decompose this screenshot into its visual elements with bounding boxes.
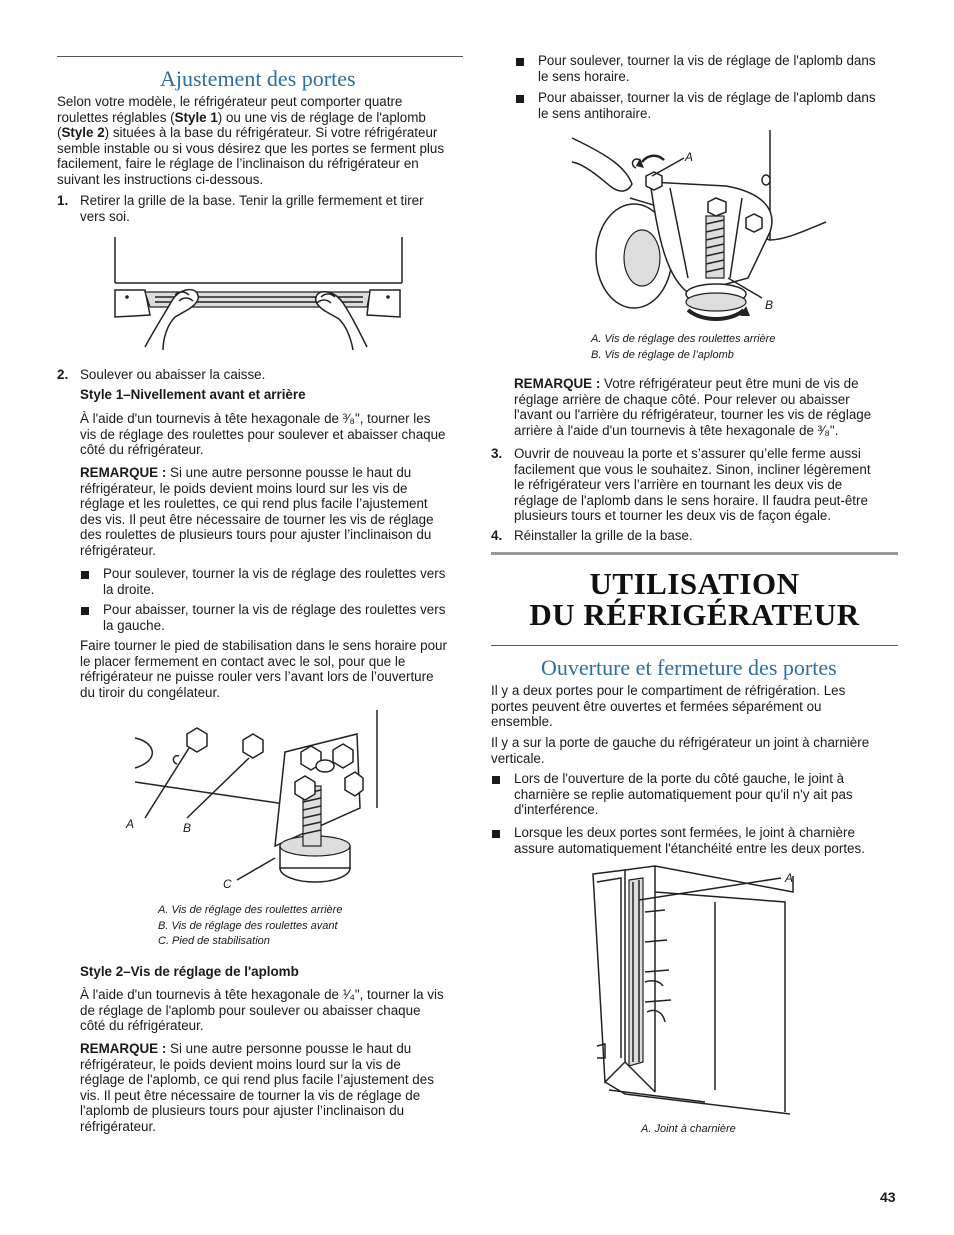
step-2-text: Soulever ou abaisser la caisse. <box>80 367 266 382</box>
bullet-marker <box>492 776 500 784</box>
style2-text: À l'aide d'un tournevis à tête hexagonale de ¹⁄₄", tourner la vis de réglage de l'aplomb pour soulever ou abaisser chaque côté du réfrigérateur. <box>80 987 444 1034</box>
section-heading-ajustement: Ajustement des portes <box>160 66 356 91</box>
fig3-caption: A. Vis de réglage des roulettes arrière B. Vis de réglage de l’aplomb <box>591 333 776 361</box>
style1-heading: Style 1–Nivellement avant et arrière <box>80 387 306 402</box>
style1-bullet-raise: Pour soulever, tourner la vis de réglage des roulettes vers la droite. <box>103 566 446 597</box>
figure-hinged-seal <box>585 862 800 1117</box>
figure-rollers-stabilizer <box>125 708 390 893</box>
style2-bullet-raise: Pour soulever, tourner la vis de réglage de l'aplomb dans le sens horaire. <box>538 53 876 84</box>
bullet-marker <box>492 830 500 838</box>
section-heading-ouverture: Ouverture et fermeture des portes <box>541 655 837 680</box>
step-1-text: Retirer la grille de la base. Tenir la grille fermement et tirer vers soi. <box>80 193 424 224</box>
step-1-number: 1. <box>57 193 69 208</box>
intro-paragraph: Selon votre modèle, le réfrigérateur peut comporter quatre roulettes réglables (Style 1) ou une vis de réglage de l'aplomb (Style 2) situées à la base du réfrigérateur. Si votre réfrigérateur semble instable ou si vous désirez que les portes se ferment plus facilement, faire le réglage de l’inclinaison du réfrigérateur en suivant les instructions ci-dessous. <box>57 94 445 187</box>
style1-note: REMARQUE : Si une autre personne pousse le haut du réfrigérateur, le poids devient moins lourd sur les vis de réglage et les roulettes, ce qui rend plus facile l’ajustement des vis. Il peut être nécessaire de tourner les vis de réglage des roulettes de plusieurs tours pour ajuster l’inclinaison du réfrigérateur. <box>80 465 434 558</box>
title-bottom-rule <box>491 645 898 646</box>
fig2-label-c: C <box>223 877 232 891</box>
step-3-number: 3. <box>491 446 503 461</box>
step-3-text: Ouvrir de nouveau la porte et s’assurer qu’elle ferme aussi facilement que vous le souhaitez. Sinon, incliner légèrement le réfrigérateur vers l’arrière en tournant les deux vis de réglage de l'aplomb dans le sens horaire. Il faudra peut-être plusieurs tours et tourner les deux vis de façon égale. <box>514 446 871 524</box>
doors-bullet-closed: Lorsque les deux portes sont fermées, le joint à charnière assure automatiquement l'étanchéité entre les deux portes. <box>514 825 865 856</box>
style1-bullet-lower: Pour abaisser, tourner la vis de réglage des roulettes vers la gauche. <box>103 602 446 633</box>
fig4-label-a: A <box>785 871 794 885</box>
left-top-rule <box>57 56 463 57</box>
step-4-number: 4. <box>491 528 503 543</box>
fig4-caption: A. Joint à charnière <box>641 1123 736 1135</box>
fig2-label-a: A <box>126 817 135 831</box>
figure-base-grille <box>105 235 405 355</box>
style2-bullet-lower: Pour abaisser, tourner la vis de réglage de l'aplomb dans le sens antihoraire. <box>538 90 876 121</box>
fig2-label-b: B <box>183 821 192 835</box>
bullet-marker <box>516 95 524 103</box>
step-4-text: Réinstaller la grille de la base. <box>514 528 693 543</box>
page-number: 43 <box>880 1189 896 1205</box>
doors-paragraph-2: Il y a sur la porte de gauche du réfrigérateur un joint à charnière verticale. <box>491 735 870 766</box>
bullet-marker <box>81 607 89 615</box>
step-2-number: 2. <box>57 367 69 382</box>
fig3-label-b: B <box>765 298 774 312</box>
stabilize-paragraph: Faire tourner le pied de stabilisation dans le sens horaire pour le placer fermement en contact avec le sol, pour que le réfrigérateur ne puisse rouler vers l’avant lors de l’ouverture du tiroir du congélateur. <box>80 638 447 700</box>
figure-leveling-screw <box>570 128 830 323</box>
right-note: REMARQUE : Votre réfrigérateur peut être muni de vis de réglage arrière de chaque côté. Pour relever ou abaisser l'avant ou l'arrière du réfrigérateur, tourner les vis de réglage arrière à l'aide d'un tournevis à tête hexagonale de ³⁄₈". <box>514 376 872 438</box>
fig2-caption: A. Vis de réglage des roulettes arrière B. Vis de réglage des roulettes avant C. Pied de stabilisation <box>158 904 343 947</box>
style1-text: À l'aide d'un tournevis à tête hexagonale de ³⁄₈", tourner les vis de réglage des roulettes pour soulever et abaisser chaque côté du réfrigérateur. <box>80 411 446 458</box>
style2-heading: Style 2–Vis de réglage de l'aplomb <box>80 964 299 979</box>
style2-note: REMARQUE : Si une autre personne pousse le haut du réfrigérateur, le poids devient moins lourd sur la vis de réglage de l'aplomb, ce qui rend plus facile l’ajustement des vis. Il peut être nécessaire de tourner la vis de réglage de l'aplomb de plusieurs tours pour ajuster l’inclinaison du réfrigérateur. <box>80 1041 434 1134</box>
bullet-marker <box>516 58 524 66</box>
doors-bullet-open: Lors de l'ouverture de la porte du côté gauche, le joint à charnière se replie automatiquement pour qu'il n'y ait pas d'interférence. <box>514 771 853 818</box>
page-title-line-2: DU RÉFRIGÉRATEUR <box>529 597 860 632</box>
bullet-marker <box>81 571 89 579</box>
title-top-rule <box>491 552 898 555</box>
doors-paragraph-1: Il y a deux portes pour le compartiment de réfrigération. Les portes peuvent être ouvertes et fermées séparément ou ensemble. <box>491 683 846 730</box>
fig3-label-a: A <box>685 150 694 164</box>
page-title-line-1: UTILISATION <box>589 566 800 601</box>
